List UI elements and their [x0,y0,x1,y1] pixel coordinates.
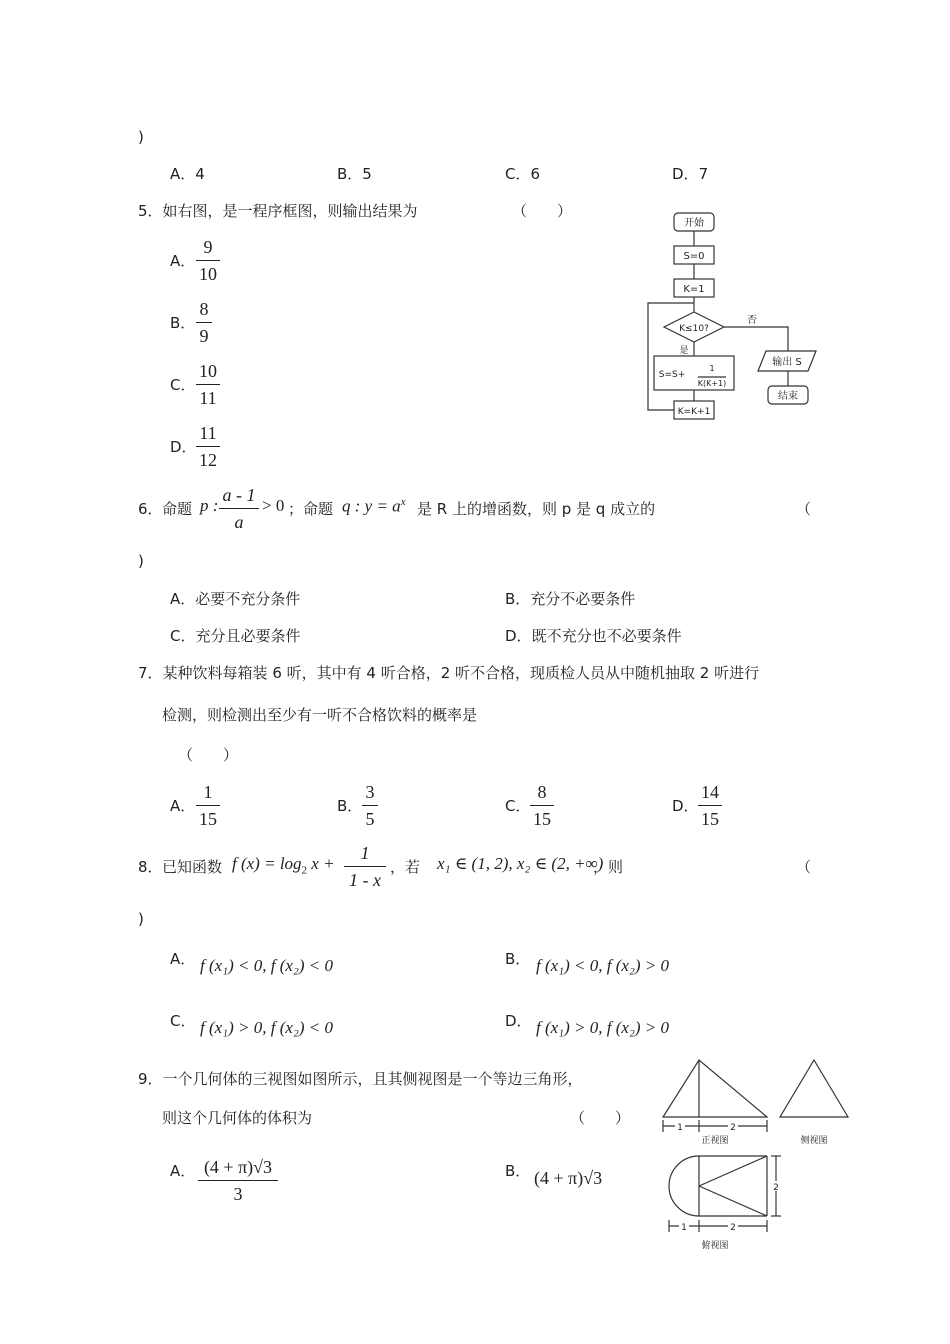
flow-start-text: 开始 [684,218,704,229]
q8-option-d-label: D． [505,1012,532,1030]
top-view-semicircle [669,1156,699,1216]
q5-option-c-label: C． [170,376,196,394]
q6-p-fraction: a - 1 a [219,484,259,533]
q7-option-c-label: C． [505,797,531,815]
q8-option-a-label: A． [170,950,196,968]
q8-option-a-expr: f (x₁) < 0, f (x₂) < 0 [200,956,333,975]
q6-mid: ；命题 [288,500,334,518]
flow-no-label: 否 [747,315,757,326]
q7-option-b-label: B． [337,797,363,815]
q8-f-expr: f $(x) = \log_2 x$ + [232,854,335,877]
flow-update-frac-den: K(K+1) [697,379,727,388]
q5-option-d-label: D． [170,438,197,456]
flow-output-text: 输出 S [772,357,802,368]
q6-p-tail: > 0 [262,496,285,515]
q4-option-a: A．4 [170,165,205,183]
q9-option-b-expr: (4 + π)√3 [534,1168,603,1188]
q6-option-b: B．充分不必要条件 [505,590,636,608]
q9-option-a-fraction: (4 + π)√3 3 [198,1156,278,1205]
q5-option-d-fraction: 11 12 [196,422,220,471]
q6-closing-paren: ) [138,552,144,570]
front-view-shape [663,1060,767,1117]
flow-init-k-text: K=1 [683,284,705,295]
q5-option-a-label: A． [170,252,196,270]
q6-pre: 命题 [162,500,193,518]
q6-q-expr: q : $y = a^x$ [342,496,406,516]
q7-option-d-fraction: 14 15 [698,781,722,830]
q5-option-b-label: B． [170,314,196,332]
q6-option-d: D．既不充分也不必要条件 [505,627,682,645]
front-dim-2: 2 [730,1123,736,1133]
q4-option-b: B．5 [337,165,372,183]
q8-fraction: 1 1 - x [344,842,386,891]
q7-line2: 检测，则检测出至少有一听不合格饮料的概率是 [162,706,478,724]
q7-option-d-label: D． [672,797,699,815]
q9-answer-paren: （ ） [570,1109,631,1127]
q5-answer-paren: （ ） [512,202,573,220]
q8-option-d-expr: f (x₁) > 0, f (x₂) > 0 [536,1018,669,1037]
q6-p-expr: p : [200,496,219,515]
q5-option-a-fraction: 9 10 [196,236,220,285]
top-dim-h: 2 [773,1183,779,1193]
top-dim-2: 2 [730,1223,736,1233]
q8-condition: x₁ ∈ (1, 2), x₂ ∈ (2, +∞) [437,854,604,873]
q8-cond-pre: ，若 [390,858,421,876]
q8-number: 8． [138,858,163,876]
flow-yes-label: 是 [679,346,689,356]
q4-closing-paren: ) [138,128,144,146]
q9-option-a-label: A． [170,1162,196,1180]
top-view-caption: 俯视图 [701,1241,729,1251]
side-view-shape [780,1060,848,1117]
flow-condition-text: K≤10? [679,324,709,334]
q8-option-c-label: C． [170,1012,196,1030]
q8-option-b-expr: f (x₁) < 0, f (x₂) > 0 [536,956,669,975]
q6-option-c: C．充分且必要条件 [170,627,301,645]
q5-stem: 5．如右图，是一程序框图，则输出结果为 [138,202,418,220]
flow-init-s-text: S=0 [683,251,705,262]
q7-answer-paren: （ ） [178,746,239,764]
q9-line2: 则这个几何体的体积为 [162,1109,313,1127]
q6-option-a: A．必要不充分条件 [170,590,301,608]
q5-option-b-fraction: 8 9 [196,298,212,347]
q7-option-b-fraction: 3 5 [362,781,378,830]
top-dim-1: 1 [681,1223,687,1233]
flow-update-k-text: K=K+1 [677,407,711,417]
q4-option-c: C．6 [505,165,541,183]
side-view-caption: 侧视图 [800,1136,828,1146]
q5-option-c-fraction: 10 11 [196,360,220,409]
front-dim-1: 1 [677,1123,683,1133]
front-view-caption: 正视图 [701,1136,729,1146]
q8-open-paren: （ [796,858,812,876]
flow-update-frac-num: 1 [709,364,715,373]
q9-option-b-label: B． [505,1162,531,1180]
q7-line1: 7．某种饮料每箱装 6 听，其中有 4 听合格，2 听不合格，现质检人员从中随机抽取 2 听进行 [138,664,760,682]
flow-end-text: 结束 [778,391,798,402]
q9-three-views [655,1052,860,1262]
q8-option-b-label: B． [505,950,531,968]
q8-option-c-expr: f (x₁) > 0, f (x₂) < 0 [200,1018,333,1037]
q8-post: ，则 [593,858,624,876]
q7-option-a-label: A． [170,797,196,815]
q7-option-c-fraction: 8 15 [530,781,554,830]
flow-update-s-text: S=S+ [658,370,686,380]
q8-pre: 已知函数 [162,858,223,876]
q6-open-paren: （ [796,500,812,518]
q7-option-a-fraction: 1 15 [196,781,220,830]
q5-flowchart [640,205,840,430]
q8-closing-paren: ) [138,910,144,928]
q4-option-d: D．7 [672,165,709,183]
q6-number: 6． [138,500,163,518]
q6-post: 是 R 上的增函数，则 p 是 q 成立的 [417,500,656,518]
q9-line1: 9．一个几何体的三视图如图所示，且其侧视图是一个等边三角形， [138,1070,583,1088]
